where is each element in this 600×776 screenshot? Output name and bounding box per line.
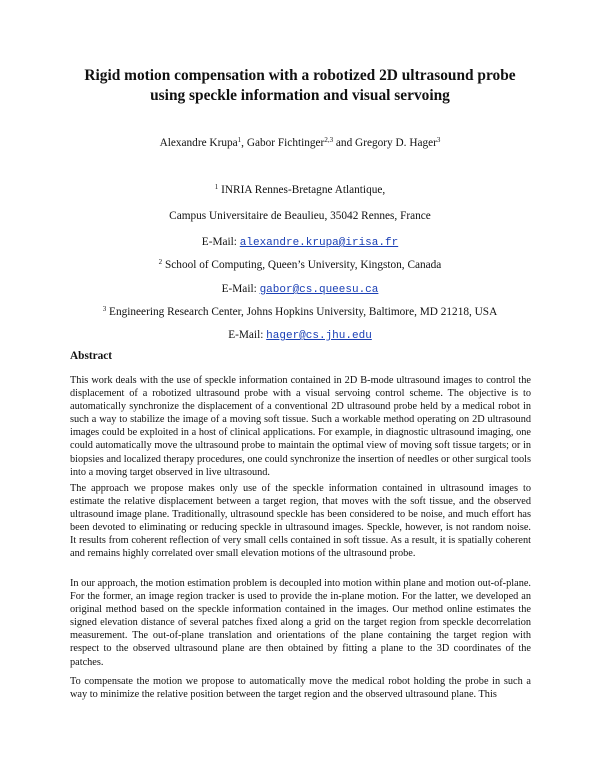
title-line-2: using speckle information and visual servoing bbox=[150, 87, 450, 104]
author-affiliation-mark: 1 bbox=[237, 136, 242, 144]
author-name: Alexandre Krupa bbox=[159, 137, 238, 149]
affiliation-2-email-line bbox=[30, 282, 570, 297]
affiliation-1-email-line bbox=[30, 235, 570, 250]
email-label: E-Mail: bbox=[201, 236, 240, 248]
affiliation-1-address: Campus Universitaire de Beaulieu, 35042 Rennes, France bbox=[169, 210, 431, 222]
email-link[interactable]: alexandre.krupa@irisa.fr bbox=[239, 237, 399, 249]
abstract-paragraph-2: The approach we propose makes only use of the speckle information contained in ultrasound images to estimate the relative displacement between a target region, that moves with the soft tissue, and the observed ultrasound image plane. Traditionally, ultrasound speckle has been considered to be noise, and much effort has been devoted to eliminating or reducing speckle in ultrasound images. Speckle, however, is not random noise. It results from coherent reflection of very small cells contained in soft tissue. As a result, it is spatially coherent and remains highly correlated over small elevation motions of the ultrasound probe. bbox=[70, 483, 531, 560]
affiliation-3-name: $^3$ Engineering Research Center, Johns Hopkins University, Baltimore, MD 21218, USA bbox=[102, 305, 498, 318]
author-name: Gabor Fichtinger bbox=[246, 137, 325, 149]
email-label: E-Mail: bbox=[228, 329, 267, 341]
abstract-paragraph-3: In our approach, the motion estimation problem is decoupled into motion within plane and motion out-of-plane. For the former, an image region tracker is used to provide the in-plane motion. For the latter, we developed an original method based on the speckle information contained in the images. Our method online estimates the signed elevation distance of several patches fixed along a grid on the target region from speckle decorrelation measurement. The out-of-plane translation and orientations of the plane containing the target region with respect to the observed ultrasound plane are then obtained by fitting a plane to the 3D coordinates of the patches. bbox=[70, 578, 531, 668]
paper-title bbox=[60, 66, 540, 106]
abstract-heading: Abstract bbox=[70, 350, 113, 362]
affiliation-1-name: $^1$ INRIA Rennes-Bretagne Atlantique, bbox=[214, 183, 386, 196]
author-separator: and bbox=[333, 137, 356, 149]
affiliation-3-email-line bbox=[30, 328, 570, 343]
abstract-paragraph-4: To compensate the motion we propose to automatically move the medical robot holding the probe in such a way to minimize the relative position between the target region and the observed ultrasound plane. This bbox=[70, 676, 531, 701]
affiliation-mark: 1 bbox=[214, 183, 219, 191]
affiliation-mark: 3 bbox=[102, 305, 107, 313]
affiliation-mark: 2 bbox=[158, 258, 163, 266]
author-separator: , bbox=[241, 137, 247, 149]
email-link[interactable]: hager@cs.jhu.edu bbox=[266, 330, 372, 342]
author-name: Gregory D. Hager bbox=[355, 137, 437, 149]
email-link[interactable]: gabor@cs.queesu.ca bbox=[259, 284, 379, 296]
title-line-1: Rigid motion compensation with a robotized 2D ultrasound probe bbox=[84, 67, 516, 84]
author-affiliation-mark: 3 bbox=[436, 136, 441, 144]
abstract-paragraph-1: This work deals with the use of speckle information contained in 2D B-mode ultrasound images to control the displacement of a robotized ultrasound probe with a visual servoing control scheme. The objective is to automatically synchronize the displacement of a conventional 2D ultrasound probe held by a medical robot in such a way to stabilize the image of a moving soft tissue. Such a workable method operating on 2D ultrasound images could be exploited in a host of clinical applications. For example, in diagnostic ultrasound imaging, one could automatically move the ultrasound probe to maintain the optimal view of moving soft tissue targets; or in biopsies and localized therapy procedures, one could synchronize the insertion of needles or other surgical tools into a moving target observed in live ultrasound. bbox=[70, 375, 531, 478]
author-list bbox=[40, 136, 560, 150]
email-label: E-Mail: bbox=[221, 283, 260, 295]
author-affiliation-mark: 2,3 bbox=[324, 136, 334, 144]
affiliation-2-name: $^2$ School of Computing, Queen’s University, Kingston, Canada bbox=[158, 258, 442, 271]
